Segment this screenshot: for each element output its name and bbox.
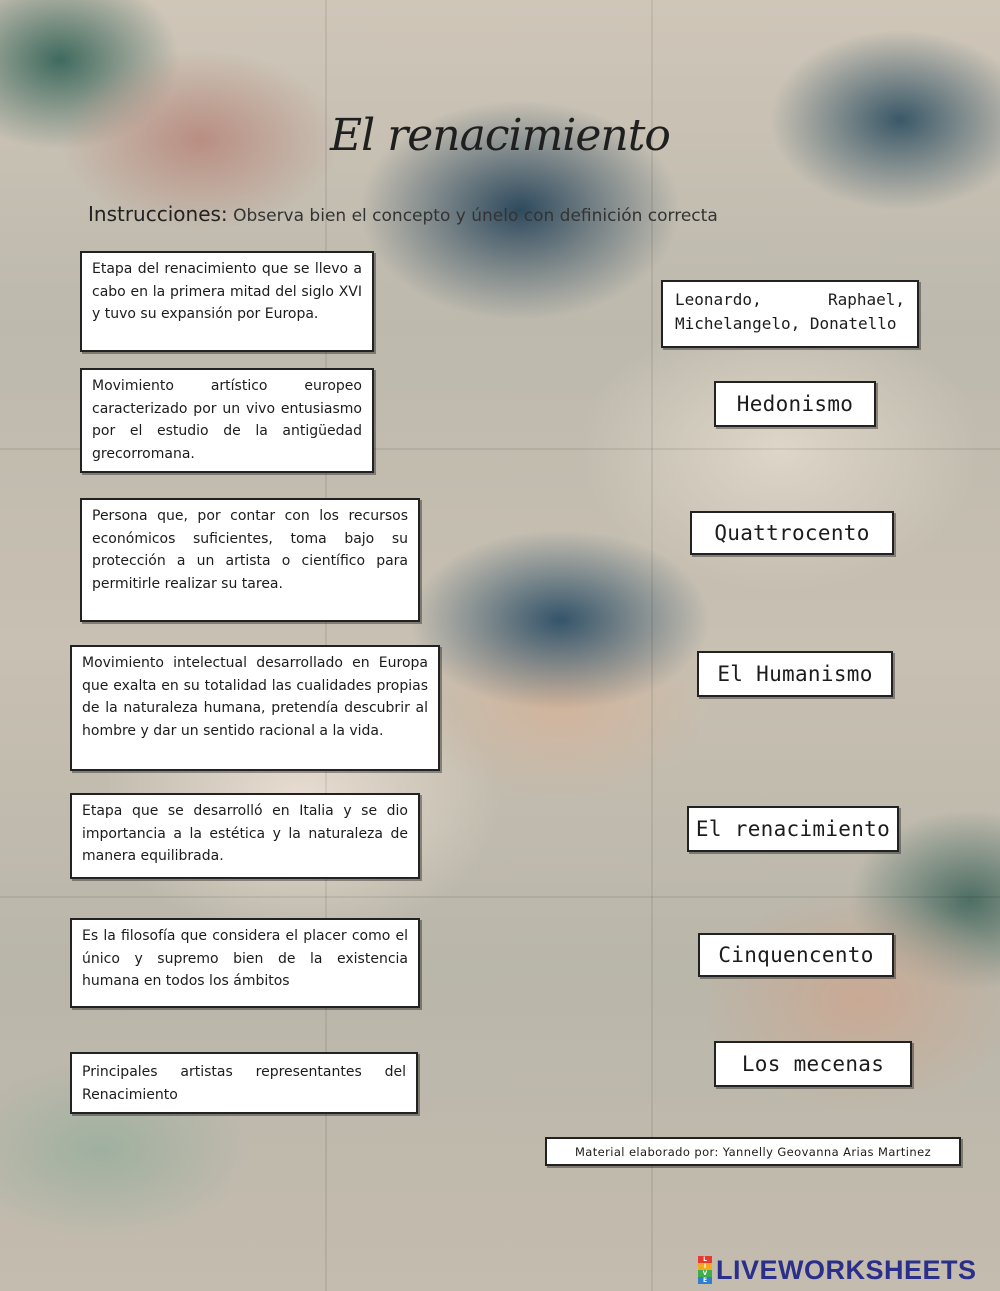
instructions: [88, 202, 718, 226]
instructions-label: Instrucciones:: [88, 202, 228, 226]
definition-box-2: Movimiento artístico europeo caracterizado por un vivo entusiasmo por el estudio de la antigüedad grecorromana.: [80, 368, 374, 473]
term-box-mecenas[interactable]: Los mecenas: [714, 1041, 912, 1087]
definition-box-7: Principales artistas representantes del Renacimiento: [70, 1052, 418, 1114]
logo-mark-letter: L: [698, 1256, 712, 1263]
term-box-hedonismo[interactable]: Hedonismo: [714, 381, 876, 427]
term-box-humanismo[interactable]: El Humanismo: [697, 651, 893, 697]
term-box-quattrocento[interactable]: Quattrocento: [690, 511, 894, 555]
definition-box-6: Es la filosofía que considera el placer como el único y supremo bien de la existencia humana en todos los ámbitos: [70, 918, 420, 1008]
term-box-cinquencento[interactable]: Cinquencento: [698, 933, 894, 977]
background-seam: [651, 0, 653, 1291]
background-seam: [0, 896, 1000, 898]
definition-box-3: Persona que, por contar con los recursos económicos suficientes, toma bajo su protección a un artista o científico para permitirle realizar su tarea.: [80, 498, 420, 622]
term-box-artists[interactable]: Leonardo, Raphael, Michelangelo, Donatello: [661, 280, 919, 348]
liveworksheets-logo: [698, 1254, 977, 1286]
logo-text: LIVEWORKSHEETS: [716, 1254, 977, 1285]
logo-mark-letter: V: [698, 1270, 712, 1277]
credit-box: Material elaborado por: Yannelly Geovanna Arias Martinez: [545, 1137, 961, 1166]
logo-mark-icon: [698, 1256, 712, 1284]
logo-mark-letter: E: [698, 1277, 712, 1284]
definition-box-5: Etapa que se desarrolló en Italia y se dio importancia a la estética y la naturaleza de manera equilibrada.: [70, 793, 420, 879]
definition-box-4: Movimiento intelectual desarrollado en Europa que exalta en su totalidad las cualidades propias de la naturaleza humana, pretendía descubrir al hombre y dar un sentido racional a la vida.: [70, 645, 440, 771]
term-box-renacimiento[interactable]: El renacimiento: [687, 806, 899, 852]
instructions-text: Observa bien el concepto y únelo con definición correcta: [227, 206, 718, 226]
page-title: El renacimiento: [330, 110, 670, 161]
definition-box-1: Etapa del renacimiento que se llevo a cabo en la primera mitad del siglo XVI y tuvo su expansión por Europa.: [80, 251, 374, 352]
logo-mark-letter: I: [698, 1263, 712, 1270]
